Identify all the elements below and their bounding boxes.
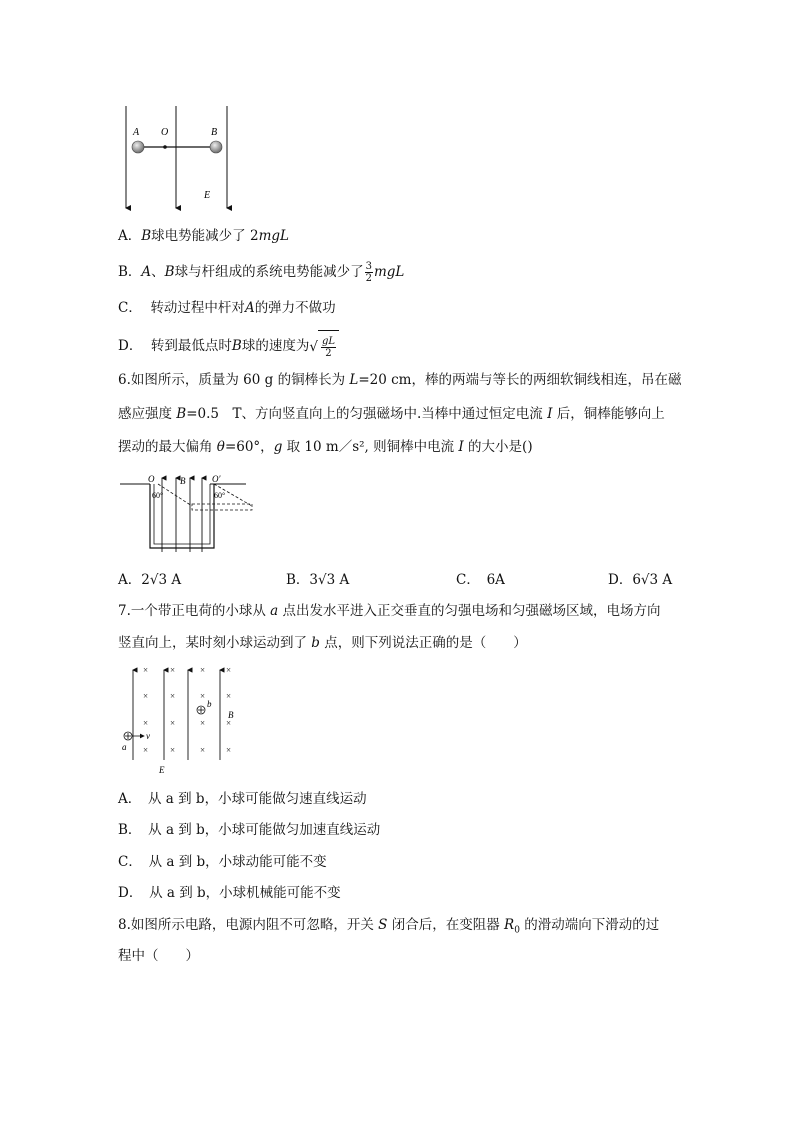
- svg-text:×: ×: [143, 745, 149, 755]
- sqrt-gl-over-2: √ $\frac{gL}{2}$: [309, 330, 339, 363]
- figure-rod-balls-field: [118, 104, 236, 214]
- fig6-label-o2: O′: [212, 474, 221, 484]
- svg-text:×: ×: [226, 745, 232, 755]
- q6-option-a[interactable]: A．2√3 A: [118, 572, 182, 588]
- svg-text:×: ×: [170, 718, 176, 728]
- fig6-label-b: B: [180, 476, 186, 486]
- fig6-label-angle1: 60°: [152, 491, 164, 500]
- svg-text:×: ×: [170, 745, 176, 755]
- q5-option-a[interactable]: A．B球电势能减少了 2mgL: [118, 228, 289, 244]
- q5-option-b[interactable]: B．A、B球与杆组成的系统电势能减少了 $\frac{3}{2}$ mgL: [118, 261, 405, 284]
- q7-option-a[interactable]: A． 从 a 到 b，小球可能做匀速直线运动: [118, 791, 367, 807]
- figure-copper-rod-field: [118, 472, 268, 556]
- fig7-label-b: b: [207, 699, 212, 709]
- q5-option-d[interactable]: D． 转到最低点时B球的速度为√ $\frac{gL}{2}$: [118, 330, 339, 362]
- svg-text:×: ×: [226, 691, 232, 701]
- fig1-label-b: B: [211, 127, 218, 138]
- fraction-three-halves: $\frac{3}{2}$: [365, 261, 372, 284]
- svg-text:×: ×: [143, 665, 149, 675]
- q6-stem-line1: 6.如图所示，质量为 60 g 的铜棒长为 L=20 cm，棒的两端与等长的两细软铜线相连，吊在磁: [118, 372, 682, 388]
- fig6-label-angle2: 60°: [214, 491, 226, 500]
- svg-text:×: ×: [170, 691, 176, 701]
- q8-stem-line1: 8.如图所示电路，电源内阻不可忽略，开关 S 闭合后，在变阻器 $R_0$ 的滑动端向下滑动的过: [118, 917, 660, 936]
- svg-text:×: ×: [200, 691, 206, 701]
- svg-text:×: ×: [200, 745, 206, 755]
- q6-stem-line2: 感应强度 B=0.5 T、方向竖直向上的匀强磁场中.当棒中通过恒定电流 I 后，铜棒能够向上: [118, 406, 665, 422]
- fig1-label-a: A: [133, 127, 140, 138]
- svg-text:×: ×: [143, 691, 149, 701]
- q7-option-b[interactable]: B． 从 a 到 b，小球可能做匀加速直线运动: [118, 822, 381, 838]
- svg-text:×: ×: [226, 665, 232, 675]
- fig7-label-bfield: B: [228, 710, 234, 720]
- q6-option-b[interactable]: B．3√3 A: [286, 572, 350, 588]
- svg-text:×: ×: [170, 665, 176, 675]
- q7-option-c[interactable]: C． 从 a 到 b，小球动能可能不变: [118, 854, 327, 870]
- svg-text:×: ×: [200, 665, 206, 675]
- q6-stem-line3: 摆动的最大偏角 θ=60°，g 取 10 m／s², 则铜棒中电流 I 的大小是(): [118, 439, 533, 455]
- fig7-label-a: a: [122, 742, 127, 752]
- fig7-label-v: v: [146, 731, 150, 741]
- svg-text:×: ×: [200, 718, 206, 728]
- q7-option-d[interactable]: D． 从 a 到 b，小球机械能可能不变: [118, 885, 341, 901]
- fig6-label-o: O: [148, 474, 155, 484]
- q7-stem-line1: 7.一个带正电荷的小球从 a 点出发水平进入正交垂直的匀强电场和匀强磁场区域，电场方向: [118, 603, 661, 619]
- fig7-label-e: E: [159, 765, 165, 775]
- figure-crossed-fields: [118, 660, 242, 778]
- q8-stem-line2: 程中（ ）: [118, 948, 199, 964]
- svg-text:×: ×: [143, 718, 149, 728]
- q7-stem-line2: 竖直向上，某时刻小球运动到了 b 点，则下列说法正确的是（ ）: [118, 635, 527, 651]
- fig1-label-e: E: [204, 190, 211, 201]
- fig1-label-o: O: [161, 127, 169, 138]
- svg-text:×: ×: [226, 718, 232, 728]
- q5-option-c[interactable]: C． 转动过程中杆对A的弹力不做功: [118, 300, 336, 316]
- q6-option-d[interactable]: D．6√3 A: [608, 572, 673, 588]
- q6-option-c[interactable]: C． 6A: [456, 572, 505, 588]
